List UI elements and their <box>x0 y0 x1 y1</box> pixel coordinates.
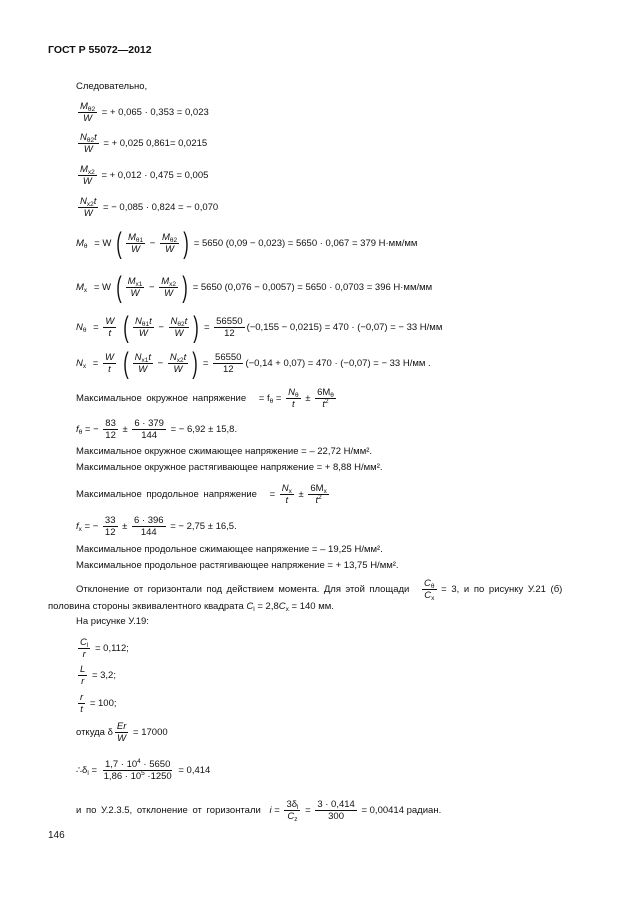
formula-r-t: $\frac{r}{t}$ = 100; <box>80 692 117 715</box>
formula-n-x: $N_x$ = $\frac{W}{t}$ ( $\frac{N_{x1}t}{W}$ − $\frac{N_{x2}t}{W}$ ) = $\frac{56550}{12}$ (−0,14 + 0,07) = 470 · (−0,07) = − 33 Н/мм . <box>76 346 431 380</box>
document-header: ГОСТ Р 55072—2012 <box>48 44 152 56</box>
figure-reference: На рисунке У.19: <box>76 616 149 627</box>
formula-f-theta: $f_\theta$ = − $\frac{83}{12}$ ± $\frac{6 \cdot 379}{144}$ = − 6,92 ± 15,8. <box>76 418 238 441</box>
intro-text: Следовательно, <box>76 81 148 92</box>
formula-delta-er-w: откуда δ $\frac{Er}{W}$ = 17000 <box>76 721 168 744</box>
max-longitudinal-tensile: Максимальное продольное растягивающее напряжение = + 13,75 Н/мм². <box>76 560 399 571</box>
max-hoop-compressive: Максимальное окружное сжимающее напряжение = – 22,72 Н/мм². <box>76 446 373 457</box>
formula-m-x2: $\frac{M_{x2}}{W}$ = + 0,012 · 0,475 = 0,005 <box>80 164 209 187</box>
page-number: 146 <box>48 830 65 841</box>
max-hoop-tensile: Максимальное окружное растягивающее напряжение = + 8,88 Н/мм². <box>76 462 383 473</box>
formula-n-x2: $\frac{N_{x2}t}{W}$ = − 0,085 · 0,824 = − 0,070 <box>80 196 219 219</box>
deflection-paragraph-line2: половина стороны эквивалентного квадрата $C_l = 2,8C_x = 140$ мм. <box>48 601 334 613</box>
formula-cl-r: $\frac{C_l}{r}$ = 0,112; <box>80 637 129 660</box>
formula-n-theta2: $\frac{N_{\theta 2}t}{W}$ = + 0,025 0,861= 0,0215 <box>80 132 208 155</box>
formula-m-theta: $M_\theta = W$ ( $\frac{M_{\theta 1}}{W}$ − $\frac{M_{\theta 2}}{W}$ ) = 5650 (0,09 − 0,023) = 5650 · 0,067 = 379 Н·мм/мм <box>76 226 418 260</box>
formula-f-x: $f_x$ = − $\frac{33}{12}$ ± $\frac{6 \cdot 396}{144}$ = − 2,75 ± 16,5. <box>76 515 237 538</box>
formula-n-theta: $N_\theta$ = $\frac{W}{t}$ ( $\frac{N_{\theta 1}t}{W}$ − $\frac{N_{\theta 2}t}{W}$ ) = $\frac{56550}{12}$ (−0,155 − 0,0215) = 470 · (−0,07) = − 33 Н/мм <box>76 310 443 344</box>
formula-m-x: $M_x = W$ ( $\frac{M_{x1}}{W}$ − $\frac{M_{x2}}{W}$ ) = 5650 (0,076 − 0,0057) = 5650 · 0,0703 = 396 Н·мм/мм <box>76 270 433 304</box>
formula-delta-l: $\therefore\delta_l$ = $\frac{1,7 \cdot 10^4 \cdot 5650}{1,86 \cdot 10^5 \cdot 1250}$ = 0,414 <box>76 758 211 782</box>
formula-deflection-radian: и по У.2.3.5, отклонение от горизонтали i = $\frac{3\delta_l}{C_z}$ = $\frac{3 \cdot 0,414}{300}$ = 0,00414 радиан. <box>76 799 442 823</box>
max-longitudinal-stress-formula: Максимальное продольное напряжение = $\frac{N_x}{t}$ ± $\frac{6M_x}{t^2}$ <box>76 483 327 506</box>
deflection-paragraph-line1: Отклонение от горизонтали под действием момента. Для этой площади $\frac{C_\theta}{C_x}$ = 3, и по рисунку У.21 (б) <box>76 578 563 602</box>
formula-l-r: $\frac{L}{r}$ = 3,2; <box>80 664 116 687</box>
max-longitudinal-compressive: Максимальное продольное сжимающее напряжение = – 19,25 Н/мм². <box>76 544 383 555</box>
max-hoop-stress-formula: Максимальное окружное напряжение = $f_\theta$ = $\frac{N_\theta}{t}$ ± $\frac{6M_\theta}{t^2}$ <box>76 387 334 410</box>
formula-m-theta2: $\frac{M_{\theta 2}}{W}$ = + 0,065 · 0,353 = 0,023 <box>80 101 209 124</box>
